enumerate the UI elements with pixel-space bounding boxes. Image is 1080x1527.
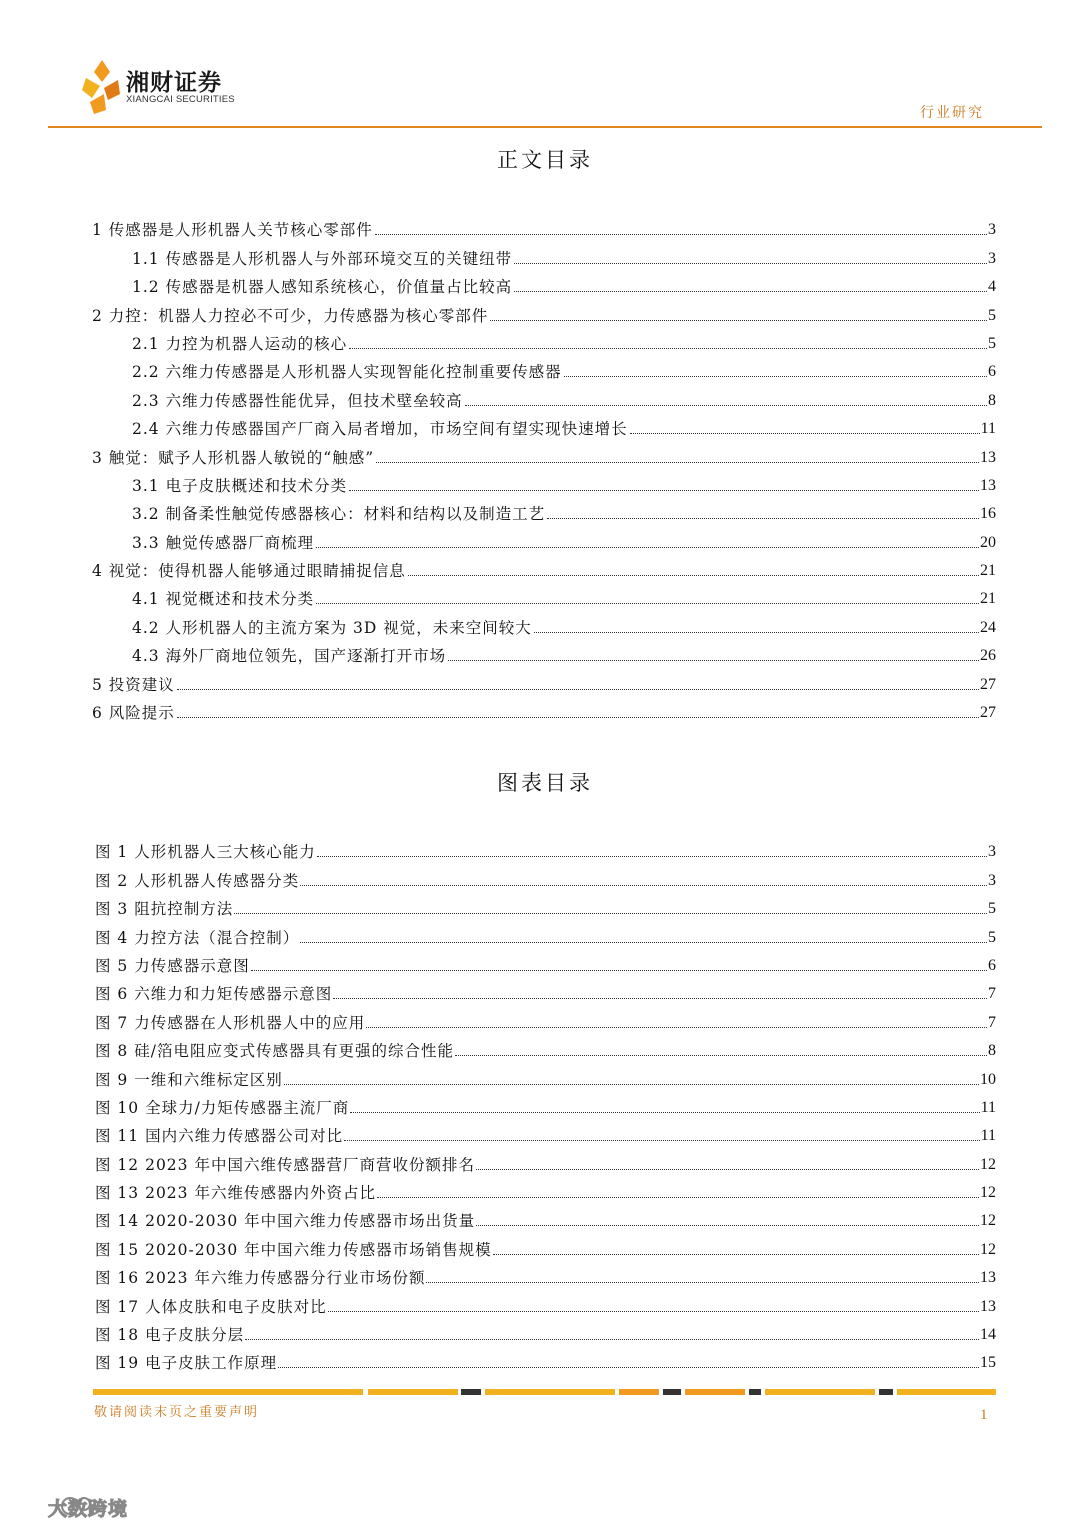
figure-entry-page: 11: [980, 1127, 996, 1145]
toc-entry[interactable]: [92, 666, 996, 694]
toc-entry[interactable]: [92, 240, 996, 268]
figure-entry-label: 图 9 一维和六维标定区别: [95, 1070, 283, 1089]
figure-entry-label: 图 4 力控方法（混合控制）: [95, 928, 300, 947]
toc-entry[interactable]: [92, 354, 996, 382]
figure-entry-page: 14: [980, 1326, 996, 1344]
figure-entry[interactable]: [95, 1345, 996, 1373]
toc-entry[interactable]: [92, 382, 996, 410]
figure-entry[interactable]: [95, 1175, 996, 1203]
dot-leader: [448, 660, 979, 661]
figure-entry[interactable]: [95, 834, 996, 862]
footer-decorative-bar: [93, 1389, 996, 1395]
toc-entry[interactable]: [92, 411, 996, 439]
figure-entry[interactable]: [95, 1203, 996, 1231]
toc-entry[interactable]: [92, 638, 996, 666]
dot-leader: [278, 1367, 979, 1368]
toc-entry-label: 5 投资建议: [92, 675, 175, 694]
toc-entry-page: 24: [980, 618, 996, 636]
figure-entry[interactable]: [95, 1288, 996, 1316]
figure-entry-page: 3: [988, 871, 996, 889]
figure-entry-page: 5: [988, 928, 996, 946]
toc-entry-page: 27: [980, 704, 996, 722]
toc-entry-page: 6: [988, 363, 996, 381]
figure-entry[interactable]: [95, 1146, 996, 1174]
dot-leader: [300, 942, 987, 943]
dot-leader: [376, 462, 979, 463]
figure-entry-page: 11: [980, 1098, 996, 1116]
dot-leader: [328, 1311, 979, 1312]
dot-leader: [349, 490, 979, 491]
figure-entry[interactable]: [95, 891, 996, 919]
figure-entry-page: 15: [980, 1354, 996, 1372]
toc-entry-page: 3: [988, 221, 996, 239]
dot-leader: [408, 575, 979, 576]
dot-leader: [493, 1254, 979, 1255]
brand-name-cn: 湘财证券: [126, 70, 222, 96]
figure-entry-page: 12: [980, 1212, 996, 1230]
dot-leader: [366, 1027, 987, 1028]
dot-leader: [317, 856, 987, 857]
toc-entry-label: 3 触觉：赋予人形机器人敏锐的“触感”: [92, 448, 375, 467]
dot-leader: [177, 689, 979, 690]
dot-leader: [476, 1225, 979, 1226]
page-number: 1: [980, 1407, 988, 1423]
toc-entry-label: 4 视觉：使得机器人能够通过眼睛捕捉信息: [92, 562, 406, 581]
toc-entry[interactable]: [92, 553, 996, 581]
figure-entry-label: 图 19 电子皮肤工作原理: [95, 1354, 278, 1373]
dot-leader: [245, 1339, 979, 1340]
toc-entry-page: 21: [980, 562, 996, 580]
figure-entry-label: 图 2 人形机器人传感器分类: [95, 871, 300, 890]
toc-entry[interactable]: [92, 695, 996, 723]
figure-entry-page: 7: [988, 985, 996, 1003]
dot-leader: [630, 433, 980, 434]
toc-entry-page: 3: [988, 249, 996, 267]
header-divider: [48, 126, 1042, 128]
xiangcai-logo-icon: [82, 58, 122, 116]
dot-leader: [375, 234, 987, 235]
figure-entry-page: 12: [980, 1240, 996, 1258]
toc-entry-page: 13: [980, 448, 996, 466]
figure-entry-label: 图 18 电子皮肤分层: [95, 1326, 245, 1345]
toc-entry-page: 13: [980, 476, 996, 494]
toc-entry-label: 1 传感器是人形机器人关节核心零部件: [92, 221, 373, 240]
figure-entry-page: 13: [980, 1269, 996, 1287]
toc-entry[interactable]: [92, 609, 996, 637]
toc-entry-label: 2.2 六维力传感器是人形机器人实现智能化控制重要传感器: [132, 363, 562, 382]
toc-title: 正文目录: [497, 148, 593, 172]
figure-entry-label: 图 14 2020-2030 年中国六维力传感器市场出货量: [95, 1212, 476, 1231]
figure-entry[interactable]: [95, 1317, 996, 1345]
figure-entry-label: 图 17 人体皮肤和电子皮肤对比: [95, 1297, 327, 1316]
figure-entry-label: 图 3 阻抗控制方法: [95, 900, 234, 919]
toc-entry[interactable]: [92, 468, 996, 496]
figure-entry-label: 图 11 国内六维力传感器公司对比: [95, 1127, 344, 1146]
dot-leader: [514, 263, 987, 264]
toc-entry[interactable]: [92, 212, 996, 240]
dot-leader: [426, 1282, 979, 1283]
dot-leader: [465, 405, 987, 406]
dot-leader: [534, 632, 979, 633]
figure-toc-list: [95, 834, 996, 1373]
figure-entry[interactable]: [95, 1061, 996, 1089]
figure-entry[interactable]: [95, 976, 996, 1004]
dot-leader: [333, 998, 987, 999]
toc-entry-page: 5: [988, 306, 996, 324]
toc-entry-label: 3.3 触觉传感器厂商梳理: [132, 533, 315, 552]
dot-leader: [490, 320, 987, 321]
figure-entry-label: 图 6 六维力和力矩传感器示意图: [95, 985, 333, 1004]
toc-entry-label: 2.1 力控为机器人运动的核心: [132, 334, 348, 353]
figure-entry-label: 图 10 全球力/力矩传感器主流厂商: [95, 1098, 350, 1117]
dot-leader: [300, 885, 987, 886]
figure-entry-label: 图 7 力传感器在人形机器人中的应用: [95, 1013, 366, 1032]
figure-toc-title: 图表目录: [497, 771, 593, 795]
toc-entry[interactable]: [92, 269, 996, 297]
toc-entry-label: 1.1 传感器是人形机器人与外部环境交互的关键纽带: [132, 249, 513, 268]
toc-entry-label: 4.1 视觉概述和技术分类: [132, 590, 315, 609]
toc-entry[interactable]: [92, 496, 996, 524]
toc-entry-label: 2.3 六维力传感器性能优异，但技术壁垒较高: [132, 391, 463, 410]
toc-entry-label: 2.4 六维力传感器国产厂商入局者增加，市场空间有望实现快速增长: [132, 420, 628, 439]
report-category: 行业研究: [920, 105, 984, 121]
figure-entry-page: 8: [988, 1042, 996, 1060]
watermark-text: 大数跨境: [48, 1498, 129, 1520]
toc-entry[interactable]: [92, 297, 996, 325]
toc-entry[interactable]: [92, 439, 996, 467]
disclaimer-note: 敬请阅读末页之重要声明: [94, 1405, 260, 1420]
dot-leader: [177, 717, 979, 718]
figure-entry-page: 13: [980, 1297, 996, 1315]
figure-entry[interactable]: [95, 948, 996, 976]
figure-entry-label: 图 5 力传感器示意图: [95, 956, 250, 975]
figure-entry[interactable]: [95, 1118, 996, 1146]
figure-entry[interactable]: [95, 1231, 996, 1259]
dot-leader: [234, 913, 987, 914]
dot-leader: [284, 1084, 979, 1085]
brand-logo: [82, 58, 235, 116]
dot-leader: [251, 970, 987, 971]
toc-entry-label: 1.2 传感器是机器人感知系统核心，价值量占比较高: [132, 278, 513, 297]
toc-entry-page: 4: [988, 278, 996, 296]
toc-entry-label: 3.1 电子皮肤概述和技术分类: [132, 476, 348, 495]
figure-entry-label: 图 16 2023 年六维力传感器分行业市场份额: [95, 1269, 426, 1288]
dot-leader: [316, 603, 979, 604]
toc-entry-page: 16: [980, 505, 996, 523]
figure-entry-label: 图 1 人形机器人三大核心能力: [95, 843, 316, 862]
figure-entry[interactable]: [95, 1033, 996, 1061]
toc-entry-page: 21: [980, 590, 996, 608]
dot-leader: [349, 348, 987, 349]
toc-entry-page: 20: [980, 533, 996, 551]
dot-leader: [344, 1140, 980, 1141]
figure-entry-page: 5: [988, 900, 996, 918]
figure-entry[interactable]: [95, 919, 996, 947]
brand-name-en: XIANGCAI SECURITIES: [126, 94, 235, 105]
figure-entry-page: 6: [988, 956, 996, 974]
toc-entry-label: 4.2 人形机器人的主流方案为 3D 视觉，未来空间较大: [132, 618, 532, 637]
figure-entry-label: 图 13 2023 年六维传感器内外资占比: [95, 1184, 376, 1203]
figure-entry[interactable]: [95, 1004, 996, 1032]
toc-entry-page: 8: [988, 391, 996, 409]
figure-entry[interactable]: [95, 1260, 996, 1288]
figure-entry-page: 7: [988, 1013, 996, 1031]
figure-entry[interactable]: [95, 1090, 996, 1118]
toc-entry-label: 6 风险提示: [92, 704, 175, 723]
figure-entry[interactable]: [95, 862, 996, 890]
dot-leader: [350, 1112, 979, 1113]
toc-list: [92, 212, 996, 723]
toc-entry-label: 4.3 海外厂商地位领先，国产逐渐打开市场: [132, 647, 447, 666]
figure-entry-page: 10: [980, 1070, 996, 1088]
dot-leader: [316, 547, 979, 548]
figure-entry-page: 3: [988, 843, 996, 861]
toc-entry-page: 11: [980, 420, 996, 438]
dot-leader: [455, 1055, 987, 1056]
figure-entry-label: 图 12 2023 年中国六维传感器营厂商营收份额排名: [95, 1155, 475, 1174]
toc-entry-label: 2 力控：机器人力控必不可少，力传感器为核心零部件: [92, 306, 489, 325]
toc-entry-page: 5: [988, 334, 996, 352]
toc-entry[interactable]: [92, 326, 996, 354]
toc-entry[interactable]: [92, 581, 996, 609]
figure-entry-label: 图 8 硅/箔电阻应变式传感器具有更强的综合性能: [95, 1042, 454, 1061]
dot-leader: [377, 1197, 979, 1198]
figure-entry-page: 12: [980, 1184, 996, 1202]
dot-leader: [547, 518, 979, 519]
dot-leader: [564, 376, 987, 377]
dot-leader: [514, 291, 987, 292]
toc-entry-label: 3.2 制备柔性触觉传感器核心：材料和结构以及制造工艺: [132, 505, 546, 524]
figure-entry-page: 12: [980, 1155, 996, 1173]
toc-entry-page: 26: [980, 647, 996, 665]
toc-entry-page: 27: [980, 675, 996, 693]
toc-entry[interactable]: [92, 524, 996, 552]
dot-leader: [476, 1169, 979, 1170]
figure-entry-label: 图 15 2020-2030 年中国六维力传感器市场销售规模: [95, 1240, 492, 1259]
